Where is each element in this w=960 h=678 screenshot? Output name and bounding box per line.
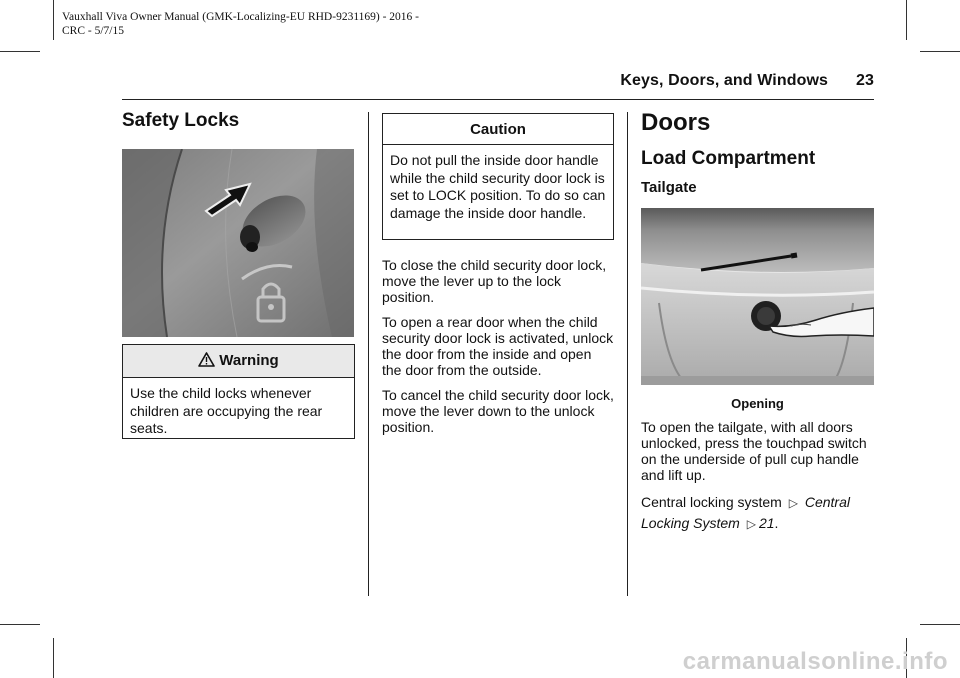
document-meta-line2: CRC - 5/7/15 bbox=[62, 25, 124, 37]
cross-reference-page[interactable]: 21 bbox=[758, 515, 775, 531]
tailgate-opening-image bbox=[641, 208, 874, 385]
child-lock-illustration bbox=[122, 149, 354, 337]
section-heading-safety-locks: Safety Locks bbox=[122, 110, 240, 131]
crop-mark bbox=[53, 638, 54, 678]
watermark: carmanualsonline.info bbox=[682, 648, 948, 675]
crop-mark bbox=[0, 624, 40, 625]
paragraph: To open the tailgate, with all doors unlocked, press the touchpad switch on the underside of pull cup handle and lift up. bbox=[641, 419, 867, 483]
paragraph: To close the child security door lock, move the lever up to the lock position. bbox=[382, 257, 607, 305]
paragraph: To open a rear door when the child security door lock is activated, unlock the door from the inside and open the door from the outside. bbox=[382, 314, 614, 378]
warning-title: Warning bbox=[219, 352, 279, 369]
document-meta bbox=[62, 10, 582, 38]
chapter-title: Keys, Doors, and Windows bbox=[620, 72, 828, 89]
header-rule bbox=[122, 99, 874, 100]
heading-tailgate: Tailgate bbox=[641, 179, 697, 196]
heading-load-compartment: Load Compartment bbox=[641, 148, 816, 169]
column-divider bbox=[368, 112, 369, 596]
crop-mark bbox=[906, 0, 907, 40]
warning-box bbox=[122, 344, 355, 439]
tailgate-instructions bbox=[641, 419, 879, 543]
running-head bbox=[620, 72, 874, 90]
paragraph: To cancel the child security door lock, move the lever down to the unlock position. bbox=[382, 387, 614, 435]
cross-reference-end: . bbox=[774, 515, 779, 531]
cross-reference-arrow-icon: ▷ bbox=[746, 517, 756, 531]
warning-title-bar bbox=[123, 345, 354, 378]
caution-box bbox=[382, 113, 614, 240]
child-lock-instructions bbox=[382, 257, 614, 444]
warning-triangle-icon bbox=[198, 352, 215, 371]
cross-reference-arrow-icon: ▷ bbox=[788, 496, 798, 510]
cross-reference[interactable] bbox=[641, 492, 879, 534]
figure-caption: Opening bbox=[731, 396, 784, 411]
document-meta-line1: Vauxhall Viva Owner Manual (GMK-Localizing-EU RHD-9231169) - 2016 - bbox=[62, 11, 420, 23]
crop-mark bbox=[0, 51, 40, 52]
caution-text: Do not pull the inside door handle while the child security door lock is set to LOCK position. To do so can damage the inside door handle. bbox=[390, 152, 606, 221]
page-number: 23 bbox=[856, 72, 874, 89]
crop-mark bbox=[920, 51, 960, 52]
caution-title: Caution bbox=[383, 114, 613, 145]
warning-text: Use the child locks whenever children are occupying the rear seats. bbox=[130, 385, 323, 436]
column-divider bbox=[627, 112, 628, 596]
cross-reference-lead: Central locking system bbox=[641, 494, 782, 510]
crop-mark bbox=[920, 624, 960, 625]
crop-mark bbox=[53, 0, 54, 40]
heading-doors: Doors bbox=[641, 109, 711, 136]
child-lock-lever-image bbox=[122, 149, 354, 337]
cross-reference-title[interactable]: Central Locking System bbox=[641, 494, 850, 531]
tailgate-illustration bbox=[641, 208, 874, 385]
